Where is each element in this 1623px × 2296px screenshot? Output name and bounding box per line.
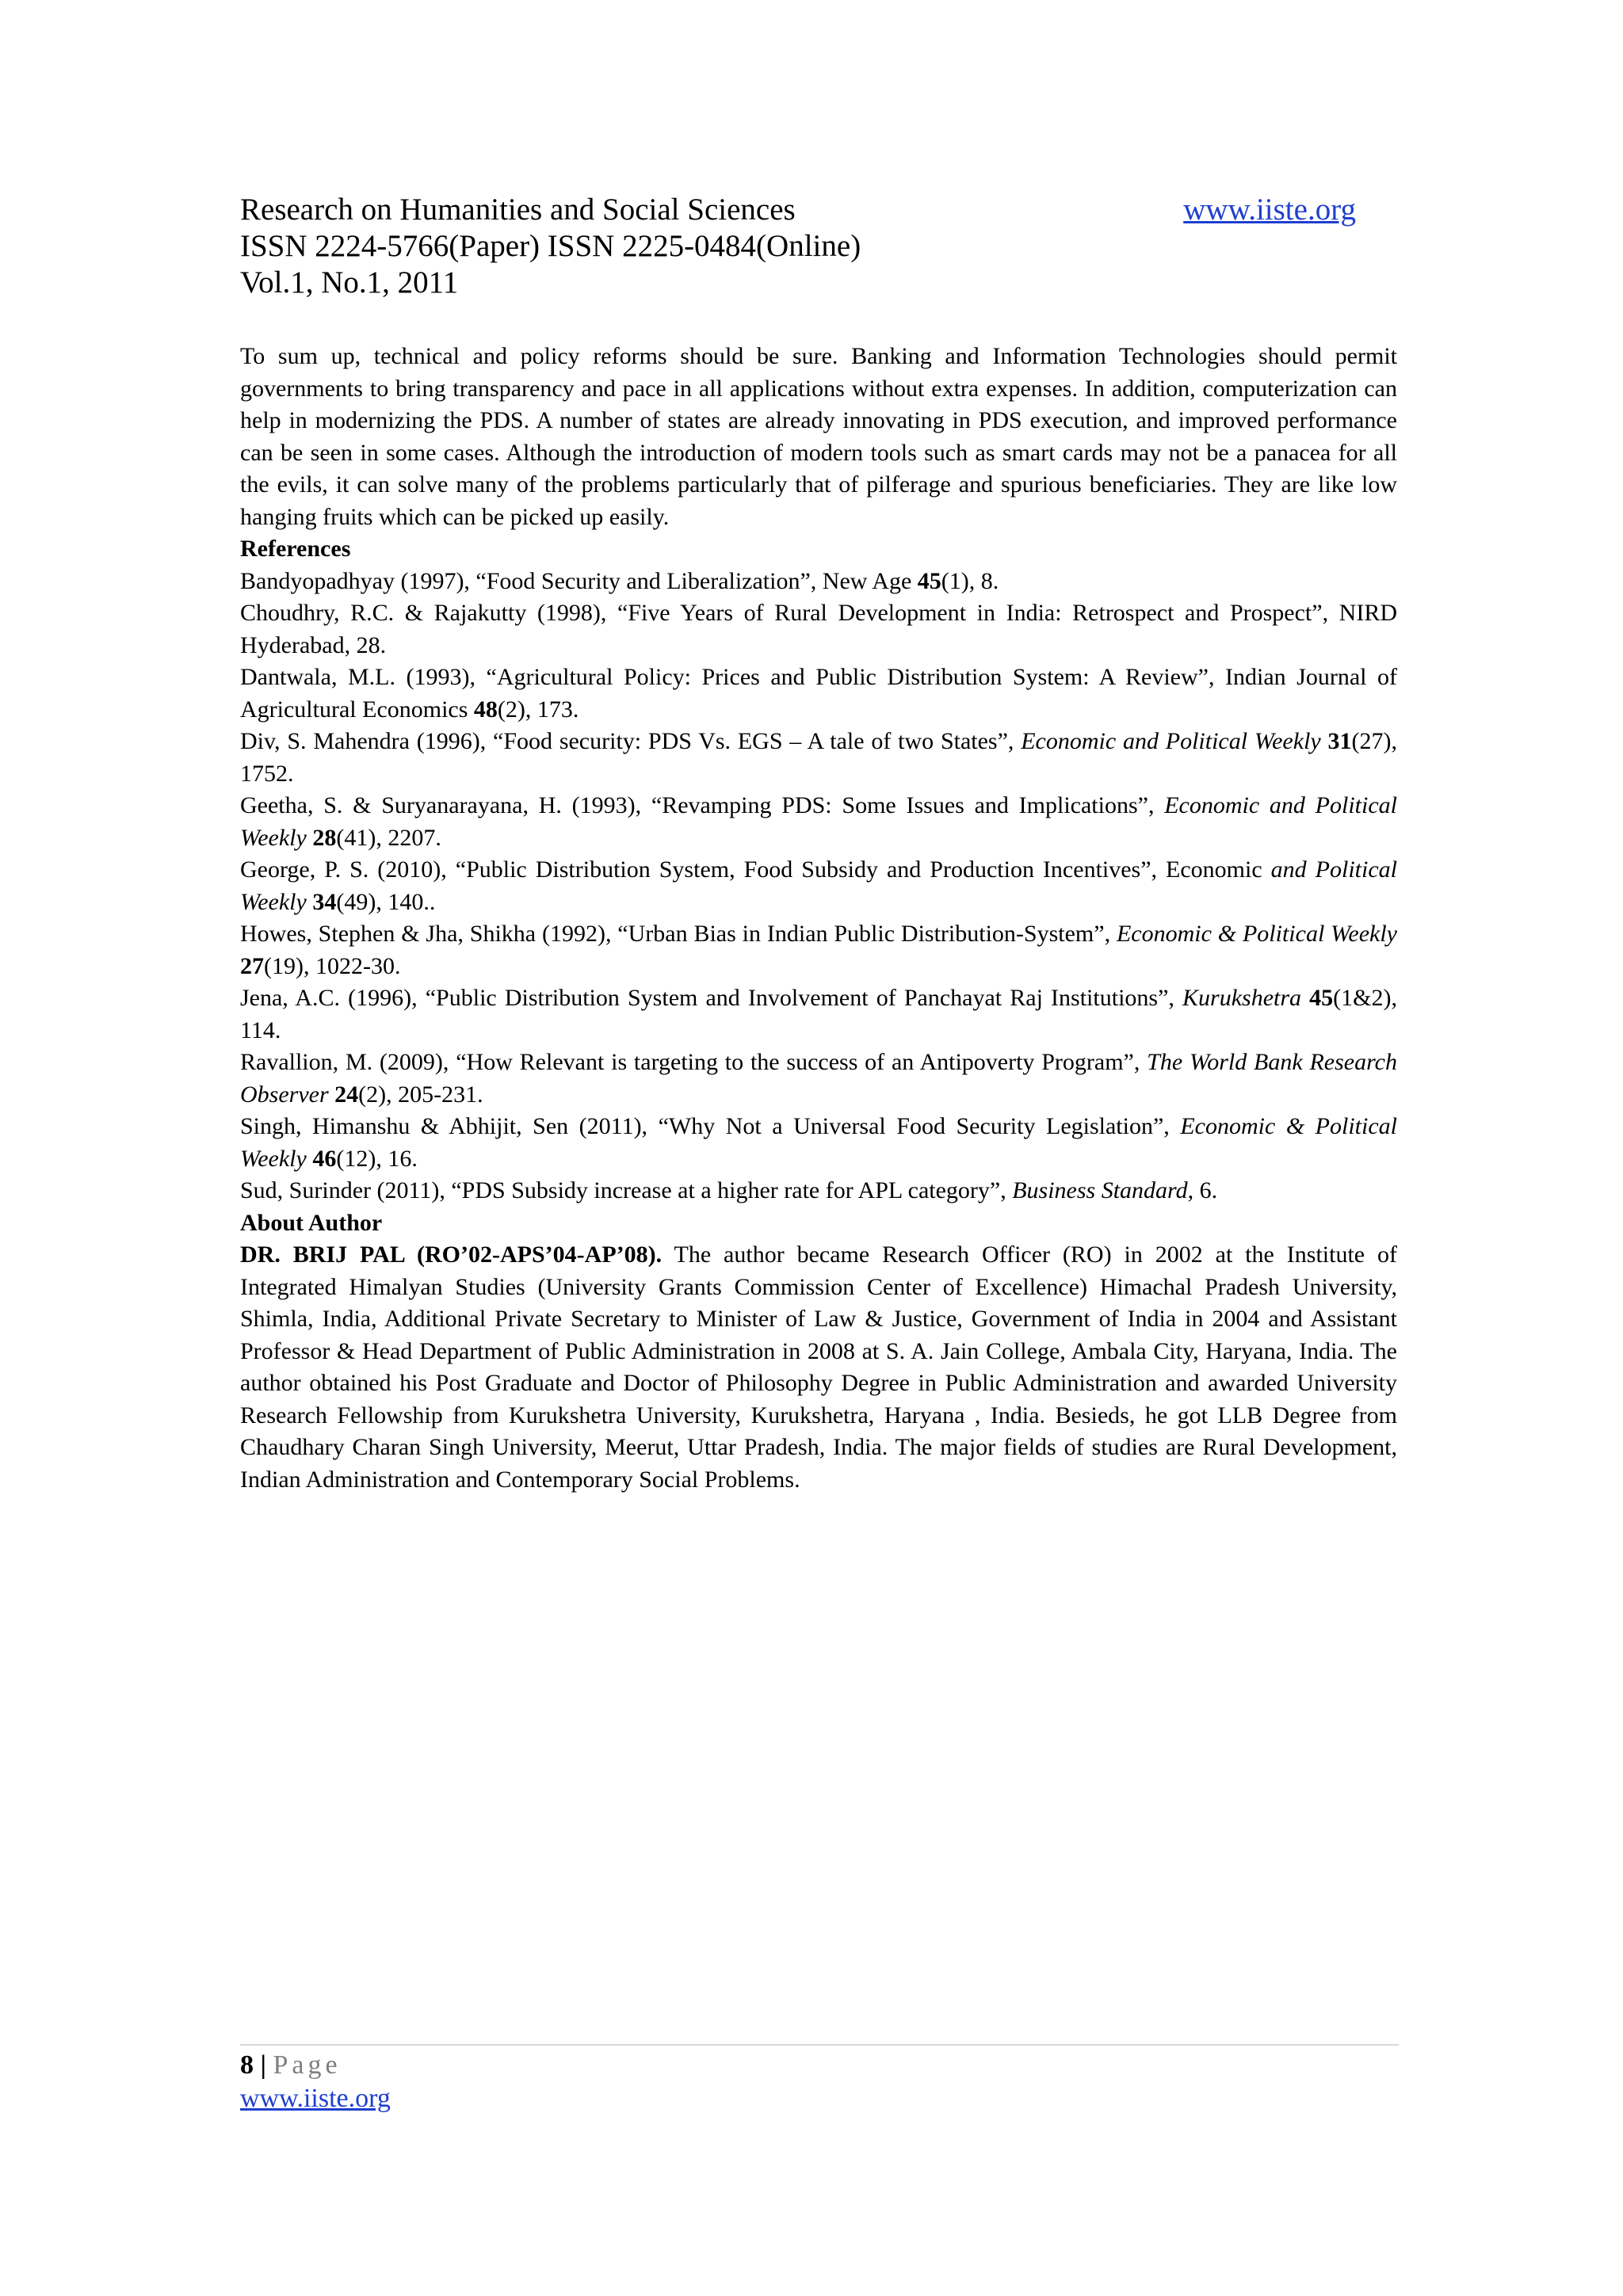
reference-pre: Ravallion, M. (2009), “How Relevant is targeting to the success of an Antipoverty Program”,: [240, 1049, 1148, 1075]
reference-item: [240, 982, 1397, 1047]
reference-item: [240, 566, 1397, 598]
reference-ital: Economic and Political Weekly: [1021, 728, 1321, 754]
reference-item: [240, 597, 1397, 662]
footer-divider: [240, 2044, 1399, 2046]
page-number: 8: [240, 2050, 254, 2080]
reference-pre: Div, S. Mahendra (1996), “Food security: PDS Vs. EGS – A tale of two States”,: [240, 728, 1022, 754]
reference-item: [240, 918, 1397, 982]
reference-pre: Singh, Himanshu & Abhijit, Sen (2011), “Why Not a Universal Food Security Legislation”,: [240, 1113, 1181, 1139]
reference-vol: 27: [240, 952, 264, 979]
reference-pre: Dantwala, M.L. (1993), “Agricultural Policy: Prices and Public Distribution System: A Review”, Indian Journal of Agricultural Economics: [240, 664, 1397, 723]
footer-website-link[interactable]: www.iiste.org: [240, 2084, 391, 2113]
reference-pre: Sud, Surinder (2011), “PDS Subsidy increase at a higher rate for APL category”,: [240, 1177, 1013, 1203]
author-bio: The author became Research Officer (RO) in 2002 at the Institute of Integrated Himalyan Studies (University Grants Commission Center of Excellence) Himachal Pradesh University, Shimla, India, Additional Private Secretary to Minister of Law & Justice, Government of India in 2004 and Assistant Professor & Head Department of Public Administration in 2008 at S. A. Jain College, Ambala City, Haryana, India. The author obtained his Post Graduate and Doctor of Philosophy Degree in Public Administration and awarded University Research Fellowship from Kurukshetra University, Kurukshetra, Haryana , India. Besieds, he got LLB Degree from Chaudhary Charan Singh University, Meerut, Uttar Pradesh, India. The major fields of studies are Rural Development, Indian Administration and Contemporary Social Problems.: [240, 1241, 1397, 1493]
reference-item: [240, 1175, 1397, 1207]
journal-volume: Vol.1, No.1, 2011: [240, 265, 459, 299]
reference-vol: 28: [306, 824, 337, 851]
author-name: DR. BRIJ PAL (RO’02-APS’04-AP’08).: [240, 1241, 663, 1268]
page-indicator: [240, 2049, 391, 2082]
reference-vol: 45: [917, 567, 941, 594]
article-body: [240, 341, 1397, 1496]
reference-pre: Choudhry, R.C. & Rajakutty (1998), “Five Years of Rural Development in India: Retrospect and Prospect”, NIRD Hyderabad, 28.: [240, 600, 1397, 658]
conclusion-paragraph: To sum up, technical and policy reforms should be sure. Banking and Information Technologies should permit governments to bring transparency and pace in all applications without extra expenses. In addition, computerization can help in modernizing the PDS. A number of states are already innovating in PDS execution, and improved performance can be seen in some cases. Although the introduction of modern tools such as smart cards may not be a panacea for all the evils, it can solve many of the problems particularly that of pilferage and spurious beneficiaries. They are like low hanging fruits which can be picked up easily.: [240, 343, 1397, 530]
author-paragraph: [240, 1239, 1397, 1496]
header-row-1: [240, 192, 1356, 228]
reference-pre: Jena, A.C. (1996), “Public Distribution System and Involvement of Panchayat Raj Institutions”,: [240, 985, 1183, 1011]
journal-title: Research on Humanities and Social Sciences: [240, 193, 796, 227]
reference-item: [240, 854, 1397, 918]
reference-post: (2), 205-231.: [358, 1081, 483, 1108]
reference-ital: Economic & Political Weekly: [1116, 921, 1397, 947]
page-separator: |: [260, 2050, 266, 2080]
reference-vol: 45: [1301, 985, 1334, 1011]
reference-ital: Business Standard: [1012, 1177, 1188, 1203]
reference-post: (1&2), 114.: [240, 985, 1397, 1043]
reference-post: , 6.: [1187, 1177, 1218, 1203]
reference-item: [240, 790, 1397, 854]
reference-ital: Economic and Political Weekly: [240, 792, 1397, 851]
page-label: Page: [273, 2050, 342, 2080]
reference-post: (19), 1022-30.: [264, 952, 401, 979]
reference-item: [240, 662, 1397, 726]
reference-ital: and Political Weekly: [240, 856, 1397, 915]
reference-ital: Economic & Political Weekly: [240, 1113, 1397, 1172]
reference-post: (41), 2207.: [336, 824, 441, 851]
page-footer: [240, 2049, 391, 2115]
reference-vol: 48: [473, 696, 498, 723]
journal-header: [240, 192, 1356, 301]
reference-pre: Bandyopadhyay (1997), “Food Security and Liberalization”, New Age: [240, 567, 918, 594]
reference-pre: George, P. S. (2010), “Public Distribution System, Food Subsidy and Production Incentives”, Economic: [240, 856, 1271, 883]
reference-post: (27), 1752.: [240, 728, 1397, 787]
reference-vol: 24: [328, 1081, 359, 1108]
reference-item: [240, 1111, 1397, 1175]
reference-post: (2), 173.: [497, 696, 579, 723]
reference-ital: The World Bank Research Observer: [240, 1049, 1397, 1108]
reference-ital: Kurukshetra: [1182, 985, 1302, 1011]
reference-post: (1), 8.: [941, 567, 999, 594]
about-author-heading: About Author: [240, 1209, 383, 1236]
reference-vol: 31: [1320, 728, 1352, 754]
reference-post: (12), 16.: [336, 1145, 418, 1172]
journal-issn: ISSN 2224-5766(Paper) ISSN 2225-0484(Online): [240, 229, 861, 263]
reference-pre: Geetha, S. & Suryanarayana, H. (1993), “Revamping PDS: Some Issues and Implications”,: [240, 792, 1165, 818]
references-heading: References: [240, 536, 351, 562]
reference-item: [240, 726, 1397, 790]
reference-vol: 34: [306, 888, 337, 915]
reference-item: [240, 1047, 1397, 1111]
reference-vol: 46: [306, 1145, 337, 1172]
references-list: [240, 566, 1397, 1207]
reference-post: (49), 140..: [336, 888, 436, 915]
journal-website-link[interactable]: www.iiste.org: [1183, 193, 1356, 227]
reference-pre: Howes, Stephen & Jha, Shikha (1992), “Urban Bias in Indian Public Distribution-System”,: [240, 921, 1117, 947]
